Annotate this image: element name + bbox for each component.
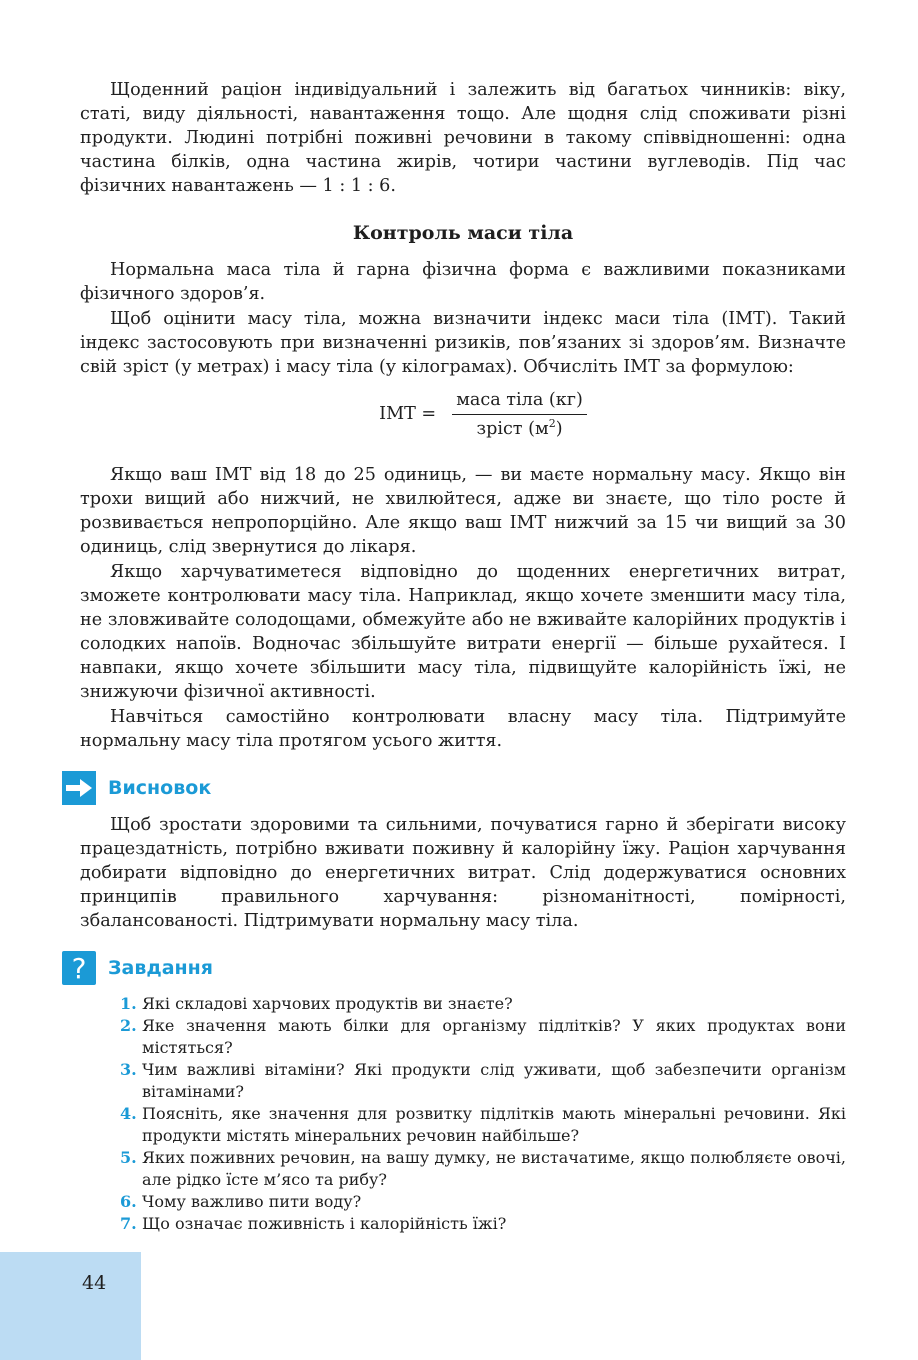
formula-denominator bbox=[476, 415, 562, 439]
task-number: 6. bbox=[120, 1192, 137, 1211]
page-number: 44 bbox=[82, 1272, 107, 1294]
conclusion-header bbox=[80, 771, 846, 807]
task-item bbox=[120, 993, 846, 1015]
formula-numerator: маса тіла (кг) bbox=[452, 390, 587, 415]
formula-lhs: ІМТ = bbox=[379, 404, 437, 424]
formula-fraction bbox=[452, 390, 587, 439]
task-list bbox=[80, 993, 846, 1235]
task-number: 3. bbox=[120, 1060, 137, 1079]
tasks-title: Завдання bbox=[108, 957, 213, 979]
task-number: 4. bbox=[120, 1104, 137, 1123]
intro-paragraph: Щоденний раціон індивідуальний і залежить від багатьох чинників: віку, статі, виду діяльності, навантаження тощо. Але щодня слід споживати різні продукти. Людині потрібні поживні речовини в такому співвідношенні: одна частина білків, одна частина жирів, чотири частини вуглеводів. Під час фізичних навантажень — 1 : 1 : 6. bbox=[80, 80, 846, 196]
formula-exponent: 2 bbox=[548, 416, 556, 430]
task-text: Які складові харчових продуктів ви знаєте? bbox=[142, 994, 513, 1013]
task-item bbox=[120, 1147, 846, 1191]
task-text: Чим важливі вітаміни? Які продукти слід уживати, щоб забезпечити організм вітамінами? bbox=[142, 1060, 846, 1101]
task-item bbox=[120, 1059, 846, 1103]
formula-denominator-base: зріст (м bbox=[476, 418, 549, 439]
conclusion-text: Щоб зростати здоровими та сильними, почуватися гарно й зберігати високу працездатність, потрібно вживати поживну й калорійну їжу. Раціон харчування добирати відповідно до енергетичних витрат. Слід додержуватися основних принципів правильного харчування: різноманітності, помірності, збалансованості. Підтримувати нормальну масу тіла. bbox=[80, 815, 846, 931]
page-content bbox=[71, 78, 846, 1235]
task-text: Яких поживних речовин, на вашу думку, не вистачатиме, якщо полюбляєте овочі, але рідко їсте м’ясо та рибу? bbox=[142, 1148, 846, 1189]
body-paragraph: Щоб оцінити масу тіла, можна визначити індекс маси тіла (ІМТ). Такий індекс застосовують при визначенні ризиків, пов’язаних зі здоров’ям. Визначте свій зріст (у метрах) і масу тіла (у кілограмах). Обчисліть ІМТ за формулою: bbox=[80, 309, 846, 377]
conclusion-title: Висновок bbox=[108, 777, 212, 799]
task-text: Поясніть, яке значення для розвитку підлітків мають мінеральні речовини. Які продукти містять мінеральних речовин найбільше? bbox=[142, 1104, 846, 1145]
bmi-formula bbox=[80, 381, 846, 447]
body-paragraph: Нормальна маса тіла й гарна фізична форма є важливими показниками фізичного здоров’я. bbox=[80, 260, 846, 304]
tasks-header bbox=[71, 951, 846, 987]
task-item bbox=[120, 1103, 846, 1147]
body-paragraph: Якщо ваш ІМТ від 18 до 25 одиниць, — ви маєте нормальну масу. Якщо він трохи вищий або нижчий, не хвилюйтеся, адже ви знаєте, що тіло росте й розвивається непропорційно. Але якщо ваш ІМТ нижчий за 15 чи вищий за 30 одиниць, слід звернутися до лікаря. bbox=[80, 465, 846, 557]
task-text: Що означає поживність і калорійність їжі? bbox=[142, 1214, 507, 1233]
task-number: 2. bbox=[120, 1016, 137, 1035]
page-footer bbox=[0, 1252, 141, 1360]
body-paragraph: Навчіться самостійно контролювати власну масу тіла. Підтримуйте нормальну масу тіла протягом усього життя. bbox=[80, 707, 846, 751]
task-item bbox=[120, 1191, 846, 1213]
section-title: Контроль маси тіла bbox=[352, 222, 574, 244]
task-number: 1. bbox=[120, 994, 137, 1013]
task-text: Чому важливо пити воду? bbox=[142, 1192, 362, 1211]
task-item bbox=[120, 1213, 846, 1235]
body-paragraph: Якщо харчуватиметеся відповідно до щоденних енергетичних витрат, зможете контролювати масу тіла. Наприклад, якщо хочете зменшити масу тіла, не зловживайте солодощами, обмежуйте або не вживайте калорійних продуктів і солодких напоїв. Водночас збільшуйте витрати енергії — більше рухайтеся. І навпаки, якщо хочете збільшити масу тіла, підвищуйте калорійність їжі, не знижуючи фізичної активності. bbox=[80, 562, 846, 702]
task-number: 7. bbox=[120, 1214, 137, 1233]
task-item bbox=[120, 1015, 846, 1059]
question-icon: ? bbox=[62, 951, 96, 985]
task-text: Яке значення мають білки для організму підлітків? У яких продуктах вони містяться? bbox=[142, 1016, 846, 1057]
task-number: 5. bbox=[120, 1148, 137, 1167]
arrow-right-icon bbox=[62, 771, 96, 805]
formula-denominator-close: ) bbox=[555, 418, 563, 439]
